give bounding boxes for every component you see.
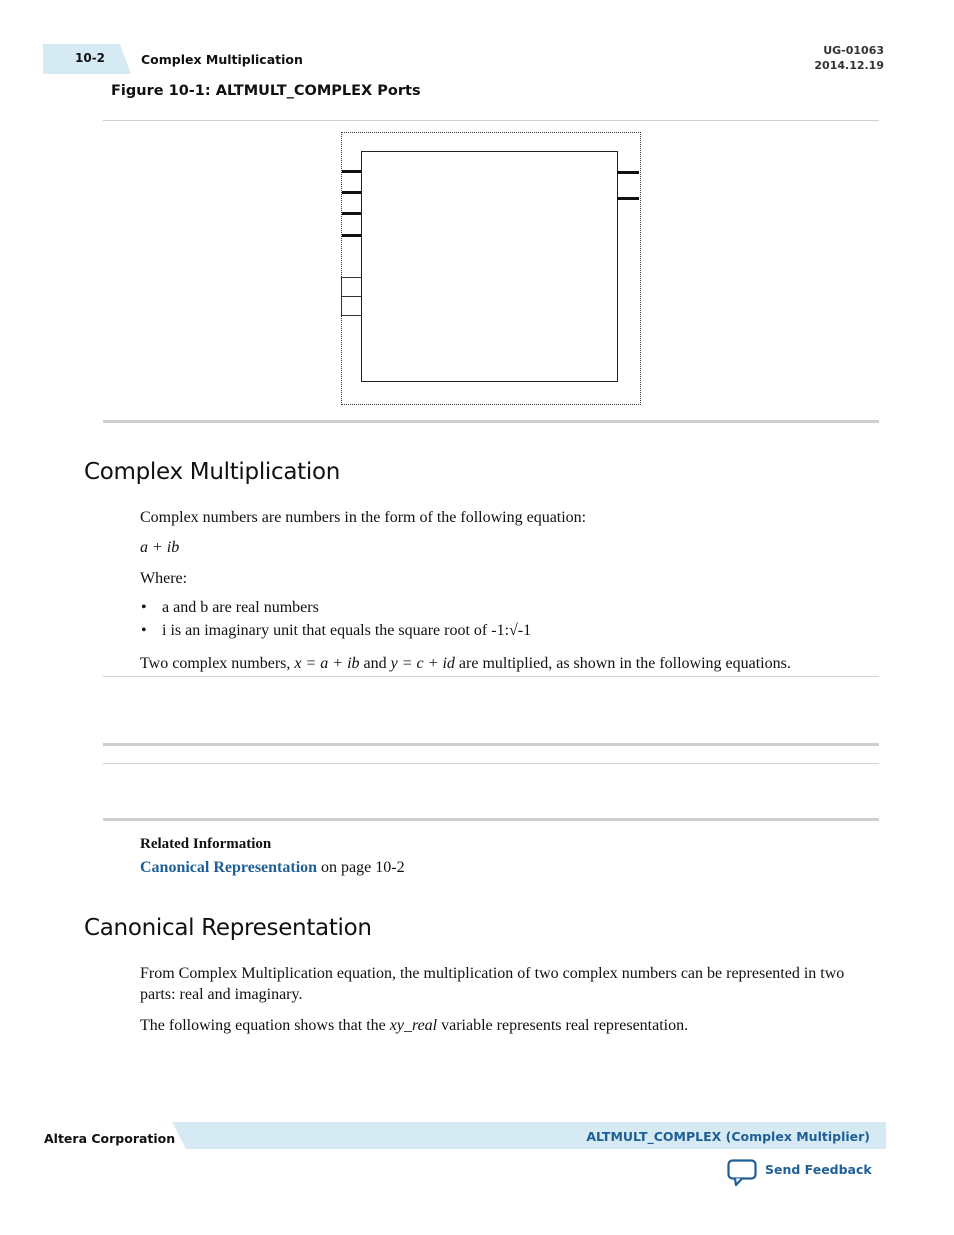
complex-multiplication-heading-wrap [84,459,340,485]
footer-company: Altera Corporation [44,1131,176,1146]
canonical-representation-link[interactable]: Canonical Representation [140,859,318,876]
altmult-complex-block [361,151,618,382]
document-id [814,43,884,73]
bullet-dot: • [141,622,147,639]
port-bracket [341,277,342,316]
section-heading-complex-multiplication: Complex Multiplication [84,459,340,485]
send-feedback-link[interactable]: Send Feedback [765,1162,872,1177]
text-fragment: Two complex numbers, [140,655,295,672]
x-equation: x = a + ib [294,655,360,672]
where-label: Where: [140,570,188,587]
input-port-line [342,234,361,237]
text-fragment: variable represents real representation. [437,1017,689,1034]
canonical-paragraph-2 [140,1015,688,1036]
text-fragment: The following equation shows that the [140,1017,390,1034]
text-fragment: and [359,655,391,672]
related-link-line [140,857,405,878]
doc-date: 2014.12.19 [814,59,884,72]
output-port-line [617,197,639,200]
equation-a-plus-ib: a + ib [140,539,180,556]
link-page-ref: on page 10-2 [317,859,405,876]
intro-paragraph: Complex numbers are numbers in the form of the following equation: [140,509,587,526]
output-port-line [617,171,639,174]
y-equation: y = c + id [390,655,455,672]
bullet-item: a and b are real numbers [162,599,319,616]
page-number: 10-2 [75,51,106,65]
input-port-line [342,315,361,316]
equation-block-top-rule [103,763,879,764]
related-information-heading: Related Information [140,836,272,852]
speech-bubble-icon[interactable] [727,1158,757,1188]
footer-document-title[interactable]: ALTMULT_COMPLEX (Complex Multiplier) [586,1129,870,1144]
input-port-line [342,296,361,297]
figure-caption: Figure 10-1: ALTMULT_COMPLEX Ports [111,83,421,99]
section-heading-canonical-representation: Canonical Representation [84,915,372,941]
running-header-title: Complex Multiplication [141,52,303,67]
figure-top-rule [103,120,879,121]
figure-bottom-rule [103,420,879,423]
input-port-line [342,212,361,215]
doc-id-number: UG-01063 [823,44,884,57]
input-port-line [342,277,361,278]
xy-real-variable: xy_real [389,1017,438,1034]
canonical-heading-wrap [84,915,372,941]
canonical-paragraph-1: From Complex Multiplication equation, the multiplication of two complex numbers can be represented in two parts: real and imaginary. [140,965,845,1003]
bullet-dot: • [141,599,147,616]
text-fragment: are multiplied, as shown in the following equations. [454,655,791,672]
input-port-line [342,170,361,173]
equation-block-bottom-rule [103,743,879,746]
two-complex-numbers-paragraph [140,653,791,674]
input-port-line [342,191,361,194]
bullet-item: i is an imaginary unit that equals the square root of -1:√-1 [162,622,532,639]
equation-block-top-rule [103,676,879,677]
equation-block-bottom-rule [103,818,879,821]
